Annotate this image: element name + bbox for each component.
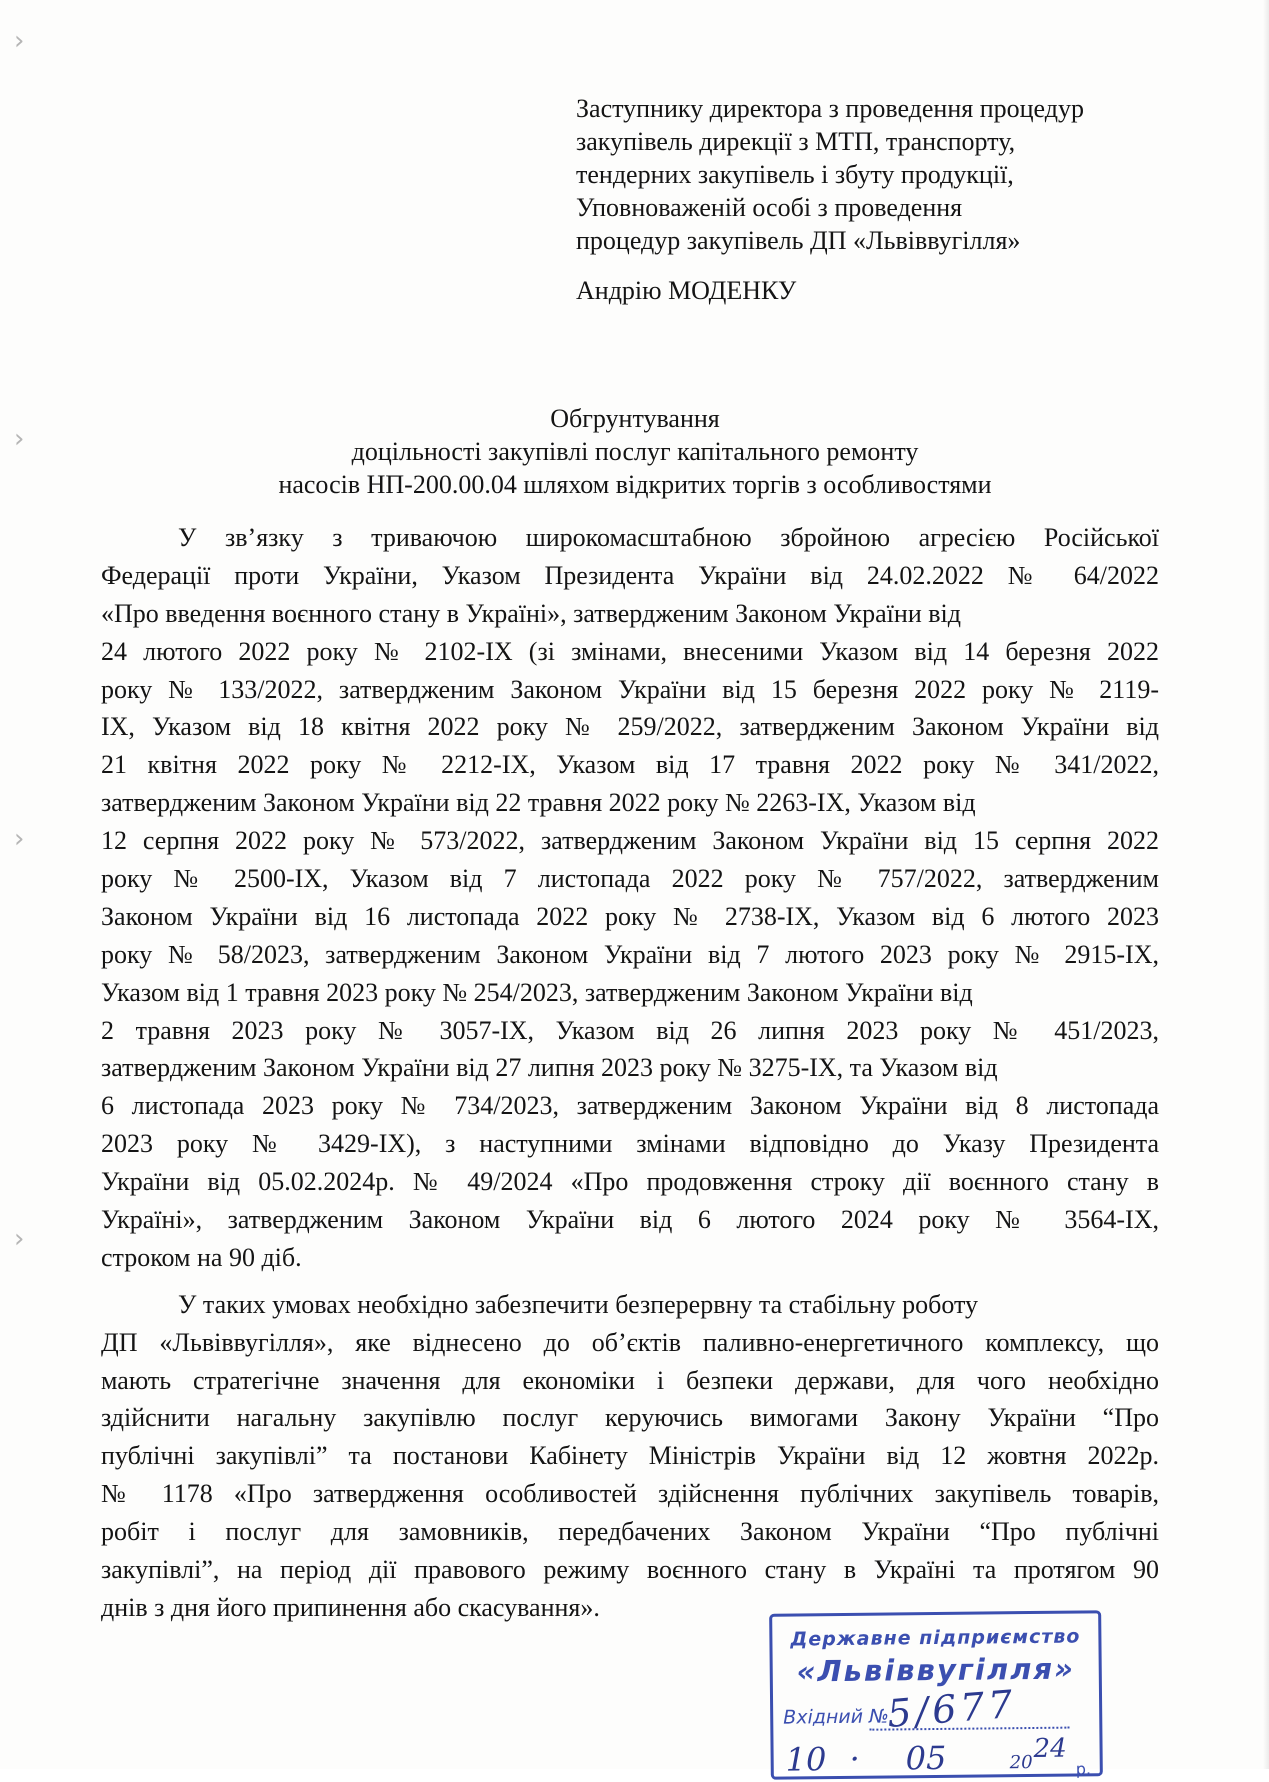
body-line: року № 2500-IX, Указом від 7 листопада 2022 року № 757/2022, затвердженим [101, 864, 1159, 894]
body-line: року № 58/2023, затвердженим Законом України від 7 лютого 2023 року № 2915-IX, [101, 939, 1159, 969]
body-line: року № 133/2022, затвердженим Законом України від 15 березня 2022 року № 2119- [101, 674, 1159, 704]
title-line: Обгрунтування [550, 404, 720, 433]
body-line: строком на 90 діб. [101, 1242, 302, 1272]
body-line: Федерації проти України, Указом Президента України від 24.02.2022 № 64/2022 [101, 560, 1159, 590]
body-line: ДП «Львіввугілля», яке віднесено до об’єктів паливно-енергетичного комплексу, що [101, 1327, 1159, 1357]
body-line: IX, Указом від 18 квітня 2022 року № 259/2022, затвердженим Законом України від [101, 712, 1159, 742]
document-title [180, 402, 1090, 501]
addressee-line: Заступнику директора з проведення процедур [576, 94, 1084, 123]
scan-artifact: › [14, 26, 25, 56]
addressee-line: процедур закупівель ДП «Львіввугілля» [576, 226, 1021, 255]
body-line: 6 листопада 2023 року № 734/2023, затвердженим Законом України від 8 листопада [101, 1091, 1159, 1121]
scan-artifact: › [14, 1224, 25, 1254]
body-line: 21 квітня 2022 року № 2212-IX, Указом від 17 травня 2022 року № 341/2022, [101, 750, 1159, 780]
body-line: 2023 року № 3429-IX), з наступними змінами відповідно до Указу Президента [101, 1129, 1159, 1159]
incoming-stamp: Державне підприємство «Львіввугілля» Вхідний № 5/677 10 · 05 20 24 р. [769, 1610, 1103, 1779]
scan-artifact: › [14, 824, 25, 854]
stamp-year-suffix: р. [1075, 1759, 1092, 1779]
body-line: мають стратегічне значення для економіки і безпеки держави, для чого необхідно [101, 1365, 1159, 1395]
title-line: доцільності закупівлі послуг капітального ремонту [351, 437, 919, 466]
body-line: затвердженим Законом України від 27 липня 2023 року № 3275-IX, та Указом від [101, 1053, 998, 1083]
stamp-date-day: 10 [785, 1740, 827, 1779]
stamp-company-name: «Львіввугілля» [796, 1651, 1076, 1689]
body-line: публічні закупівлі” та постанови Кабінету Міністрів України від 12 жовтня 2022р. [101, 1441, 1159, 1471]
body-line: робіт і послуг для замовників, передбачених Законом України “Про публічні [101, 1517, 1159, 1547]
title-line: насосів НП-200.00.04 шляхом відкритих торгів з особливостями [278, 470, 992, 499]
stamp-org: Державне підприємство [790, 1625, 1081, 1651]
addressee-line: тендерних закупівель і збуту продукції, [576, 160, 1014, 189]
body-line: затвердженим Законом України від 22 травня 2022 року № 2263-IX, Указом від [101, 788, 976, 818]
body-line: У зв’язку з триваючою широкомасштабною збройною агресією Російської [178, 523, 1159, 552]
document-body [101, 519, 1159, 1627]
body-line: 2 травня 2023 року № 3057-IX, Указом від 26 липня 2023 року № 451/2023, [101, 1015, 1159, 1045]
body-line: «Про введення воєнного стану в Україні», затвердженим Законом України від [101, 598, 961, 628]
addressee-block [576, 92, 1216, 307]
stamp-year-prefix: 20 [1009, 1751, 1033, 1774]
addressee-line: закупівель дирекції з МТП, транспорту, [576, 127, 1016, 156]
scan-artifact: › [14, 424, 25, 454]
body-line: Законом України від 16 листопада 2022 року № 2738-IX, Указом від 6 лютого 2023 [101, 901, 1159, 931]
addressee-line: Уповноваженій особі з проведення [576, 193, 963, 222]
body-line: України від 05.02.2024р. № 49/2024 «Про продовження строку дії воєнного стану в [101, 1167, 1159, 1197]
body-line: № 1178 «Про затвердження особливостей здійснення публічних закупівель товарів, [101, 1479, 1159, 1509]
body-line: днів з дня його припинення або скасування». [101, 1592, 600, 1622]
body-line: 12 серпня 2022 року № 573/2022, затвердженим Законом України від 15 серпня 2022 [101, 826, 1159, 856]
paragraph-gap [101, 1277, 1159, 1286]
stamp-incoming-label: Вхідний № [783, 1705, 889, 1729]
stamp-date-year: 24 [1033, 1733, 1067, 1764]
page-edge [1263, 0, 1269, 1769]
body-line: здійснити нагальну закупівлю послуг керуючись вимогами Закону України “Про [101, 1403, 1159, 1433]
stamp-incoming-number: 5/677 [885, 1681, 1019, 1736]
body-line: У таких умовах необхідно забезпечити безперервну та стабільну роботу [178, 1289, 978, 1319]
stamp-date-month: 05 [905, 1738, 947, 1778]
body-line: 24 лютого 2022 року № 2102-IX (зі змінами, внесеними Указом від 14 березня 2022 [101, 636, 1159, 666]
addressee-name: Андрію МОДЕНКУ [576, 276, 797, 305]
body-line: Україні», затвердженим Законом України від 6 лютого 2024 року № 3564-IX, [101, 1205, 1159, 1235]
body-line: закупівлі”, на період дії правового режиму воєнного стану в Україні та протягом 90 [101, 1555, 1159, 1585]
body-line: Указом від 1 травня 2023 року № 254/2023, затвердженим Законом України від [101, 977, 973, 1007]
